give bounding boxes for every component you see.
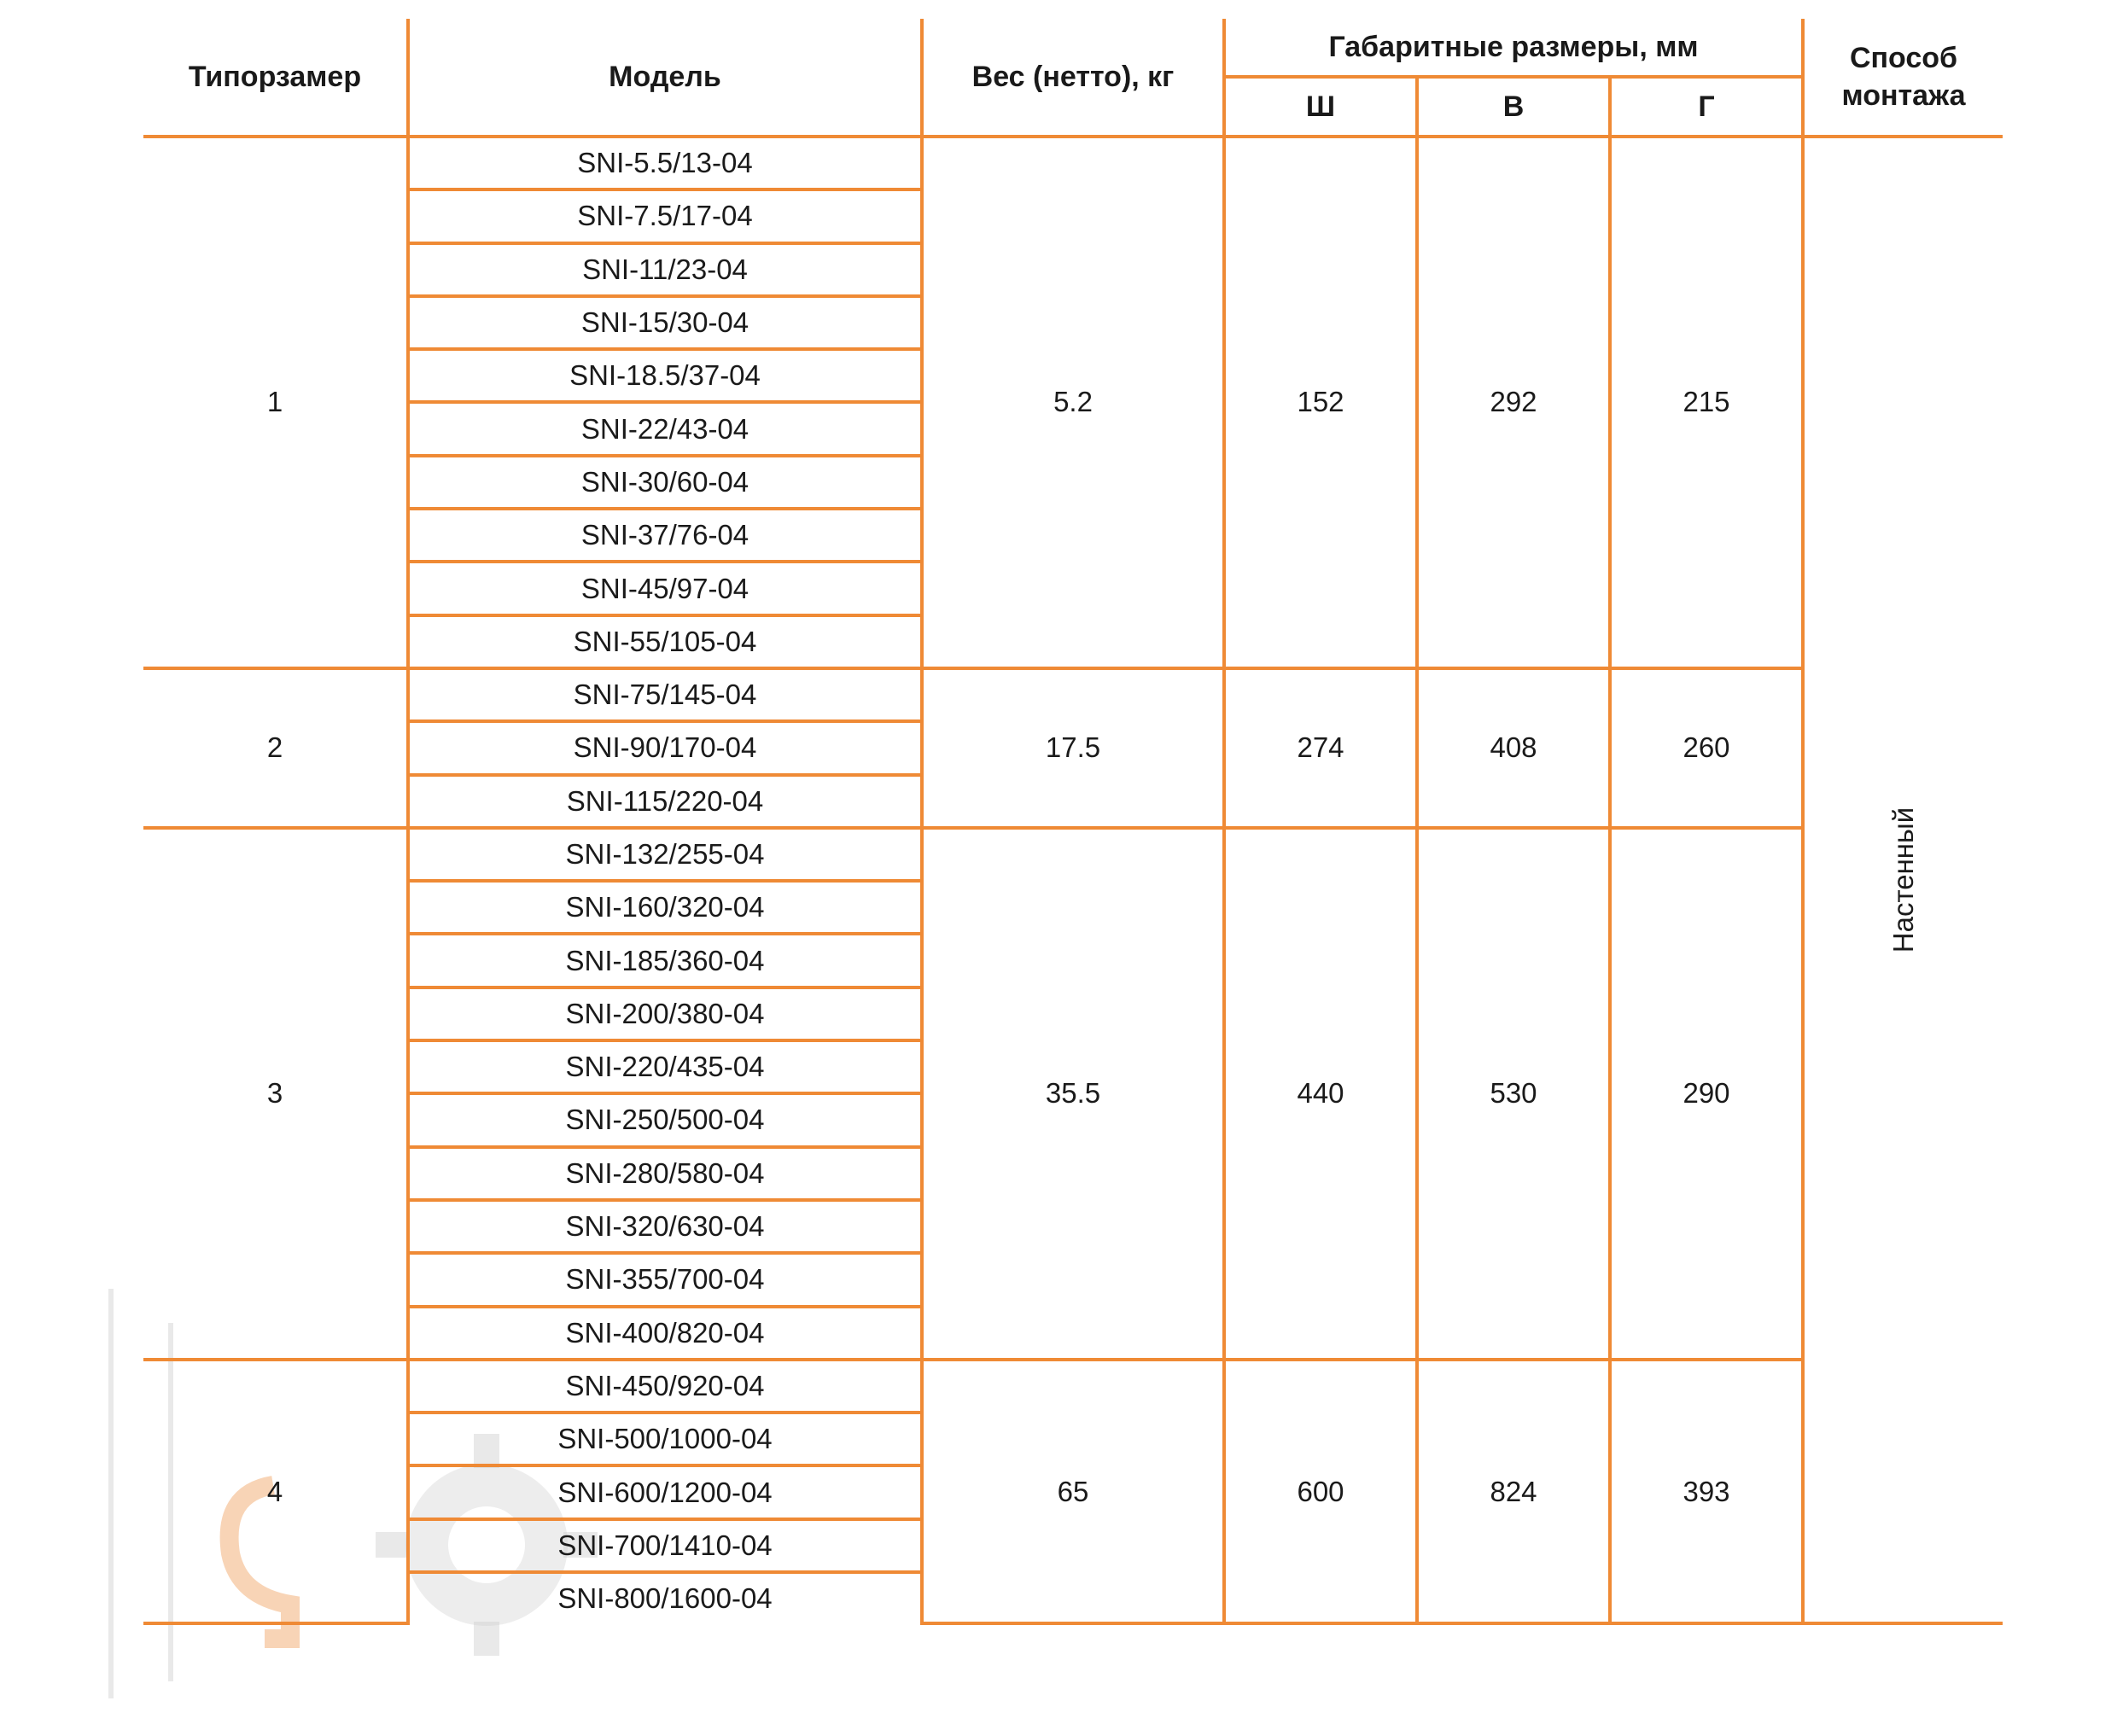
header-size: Типорзамер (143, 19, 408, 137)
width-cell: 152 (1224, 137, 1417, 668)
model-cell: SNI-22/43-04 (408, 402, 922, 455)
size-cell: 4 (143, 1360, 408, 1623)
model-cell: SNI-30/60-04 (408, 456, 922, 509)
header-weight: Вес (нетто), кг (922, 19, 1224, 137)
height-cell: 292 (1417, 137, 1610, 668)
header-mount-line2: монтажа (1841, 79, 1966, 112)
model-cell: SNI-160/320-04 (408, 881, 922, 934)
depth-cell: 215 (1610, 137, 1803, 668)
size-cell: 3 (143, 828, 408, 1360)
model-cell: SNI-320/630-04 (408, 1200, 922, 1253)
model-cell: SNI-185/360-04 (408, 934, 922, 987)
header-mount (1803, 19, 2003, 137)
model-cell: SNI-75/145-04 (408, 668, 922, 721)
width-cell: 440 (1224, 828, 1417, 1360)
header-dimensions: Габаритные размеры, мм (1224, 19, 1803, 77)
model-cell: SNI-355/700-04 (408, 1253, 922, 1306)
model-cell: SNI-200/380-04 (408, 987, 922, 1040)
width-cell: 274 (1224, 668, 1417, 828)
model-cell: SNI-11/23-04 (408, 243, 922, 296)
model-cell: SNI-90/170-04 (408, 721, 922, 774)
height-cell: 408 (1417, 668, 1610, 828)
model-cell: SNI-115/220-04 (408, 775, 922, 828)
header-model: Модель (408, 19, 922, 137)
model-cell: SNI-600/1200-04 (408, 1465, 922, 1518)
mount-label: Настенный (1887, 807, 1919, 953)
specs-table-body (143, 137, 2003, 1623)
weight-cell: 5.2 (922, 137, 1224, 668)
specs-table (143, 19, 2003, 1625)
model-cell: SNI-400/820-04 (408, 1307, 922, 1360)
header-width: Ш (1224, 77, 1417, 137)
model-cell: SNI-800/1600-04 (408, 1572, 922, 1623)
table-row (143, 828, 2003, 881)
header-height: В (1417, 77, 1610, 137)
model-cell: SNI-280/580-04 (408, 1147, 922, 1200)
model-cell: SNI-250/500-04 (408, 1093, 922, 1146)
mount-cell (1803, 137, 2003, 1623)
size-cell: 2 (143, 668, 408, 828)
header-depth: Г (1610, 77, 1803, 137)
model-cell: SNI-5.5/13-04 (408, 137, 922, 189)
table-row (143, 668, 2003, 721)
header-mount-line1: Способ (1849, 42, 1958, 74)
height-cell: 824 (1417, 1360, 1610, 1623)
table-row (143, 137, 2003, 189)
model-cell: SNI-220/435-04 (408, 1040, 922, 1093)
model-cell: SNI-15/30-04 (408, 296, 922, 349)
size-cell: 1 (143, 137, 408, 668)
model-cell: SNI-7.5/17-04 (408, 189, 922, 242)
model-cell: SNI-45/97-04 (408, 562, 922, 615)
model-cell: SNI-700/1410-04 (408, 1519, 922, 1572)
table-row (143, 1360, 2003, 1413)
depth-cell: 393 (1610, 1360, 1803, 1623)
depth-cell: 260 (1610, 668, 1803, 828)
weight-cell: 65 (922, 1360, 1224, 1623)
width-cell: 600 (1224, 1360, 1417, 1623)
model-cell: SNI-450/920-04 (408, 1360, 922, 1413)
weight-cell: 35.5 (922, 828, 1224, 1360)
model-cell: SNI-55/105-04 (408, 615, 922, 668)
depth-cell: 290 (1610, 828, 1803, 1360)
weight-cell: 17.5 (922, 668, 1224, 828)
model-cell: SNI-132/255-04 (408, 828, 922, 881)
model-cell: SNI-500/1000-04 (408, 1413, 922, 1465)
model-cell: SNI-37/76-04 (408, 509, 922, 562)
model-cell: SNI-18.5/37-04 (408, 349, 922, 402)
height-cell: 530 (1417, 828, 1610, 1360)
